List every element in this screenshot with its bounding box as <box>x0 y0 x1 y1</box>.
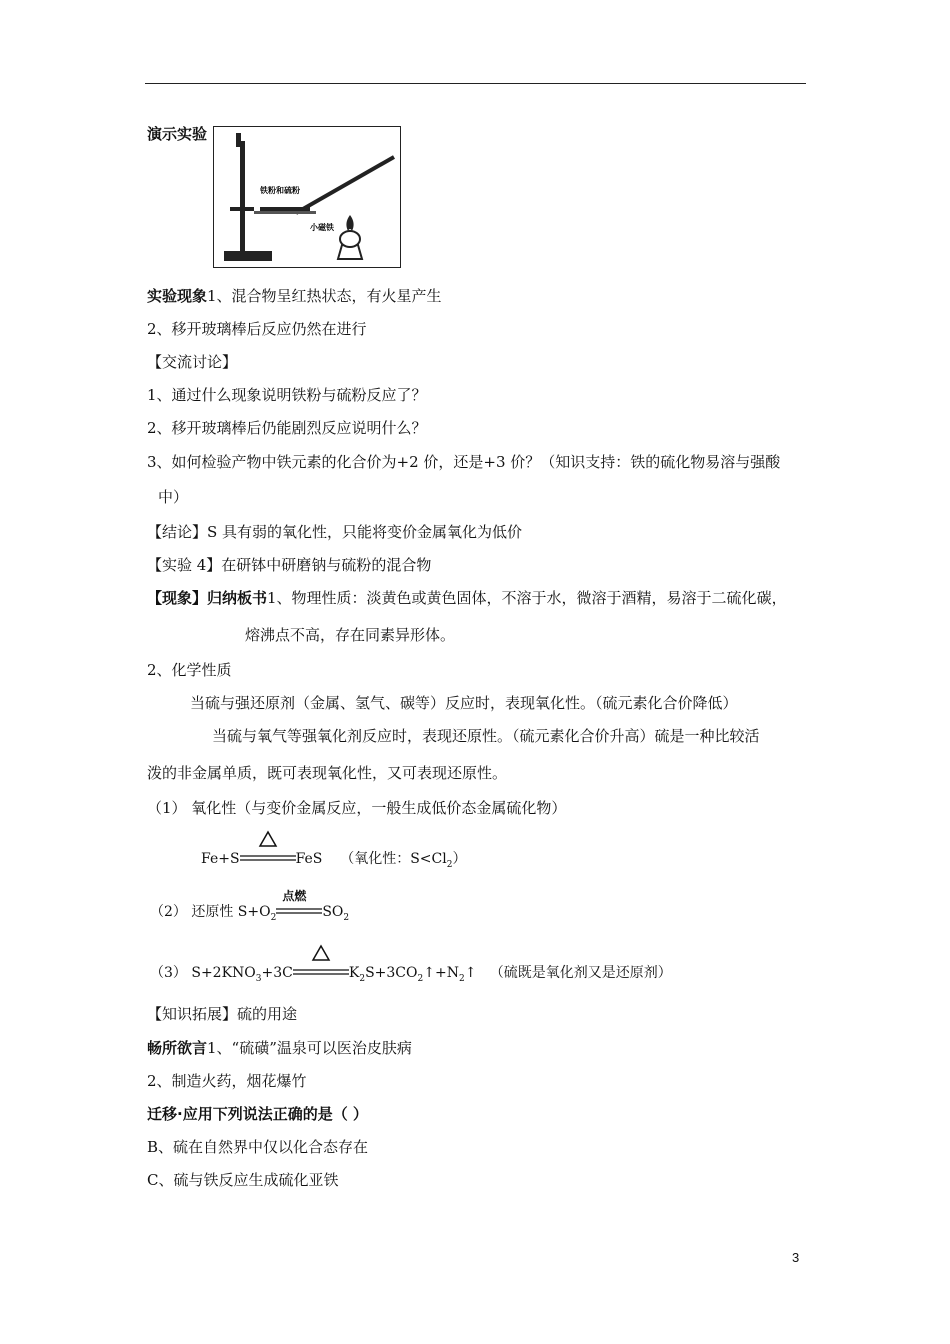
discussion-heading: 【交流讨论】 <box>147 353 238 371</box>
observation-line-1: 实验现象1、混合物呈红热状态，有火星产生 <box>147 287 442 305</box>
oxidizing-text: 当硫与强还原剂（金属、氢气、碳等）反应时，表现氧化性。（硫元素化合价降低） <box>190 694 738 712</box>
header-rule <box>145 83 806 84</box>
oxidizing-heading: （1） 氧化性（与变价金属反应，一般生成低价态金属硫化物） <box>147 799 567 817</box>
option-b: B、硫在自然界中仅以化合态存在 <box>147 1138 369 1156</box>
reducing-text: 当硫与氧气等强氧化剂反应时，表现还原性。（硫元素化合价升高）硫是一种比较活 <box>212 727 760 745</box>
question-3: 3、如何检验产物中铁元素的化合价为+2 价，还是+3 价？（知识支持：铁的硫化物易溶与强酸 <box>147 453 781 471</box>
knowledge-extension: 【知识拓展】硫的用途 <box>147 1005 298 1023</box>
experiment-figure <box>213 126 401 268</box>
page-number: 3 <box>792 1250 800 1265</box>
experiment-4: 【实验 4】在研钵中研磨钠与硫粉的混合物 <box>147 556 432 574</box>
figure-label-bottom: 小磁铁 <box>310 223 334 232</box>
equation-2: （2） 还原性 $S+O_2$ 点燃 $SO_2$ <box>150 889 350 923</box>
question-2: 2、移开玻璃棒后仍能剧烈反应说明什么？ <box>147 419 427 437</box>
equation-3: （3） $S+2KNO_3+3C$ $K_2S+3CO_2↑+N_2↑$ （硫既是氧化剂又是还原剂） <box>150 964 672 988</box>
ignite-arrow: 点燃 <box>282 889 307 903</box>
physical-properties-cont: 熔沸点不高，存在同素异形体。 <box>245 626 456 644</box>
equation-1: Fe+S FeS （氧化性：$S<Cl_2$） <box>201 850 466 874</box>
heat-arrow-3 <box>293 964 349 982</box>
question-3-cont: 中） <box>158 488 189 506</box>
question-1: 1、通过什么现象说明铁粉与硫粉反应了？ <box>147 386 427 404</box>
chemical-properties: 2、化学性质 <box>147 661 232 679</box>
figure-label-top: 铁粉和硫粉 <box>260 186 300 195</box>
conclusion: 【结论】S 具有弱的氧化性，只能将变价金属氧化为低价 <box>147 523 523 541</box>
reducing-text-cont: 泼的非金属单质，既可表现氧化性，又可表现还原性。 <box>147 764 508 782</box>
physical-properties: 【现象】归纳板书1、物理性质：淡黄色或黄色固体，不溶于水，微溶于酒精，易溶于二硫化碳， <box>147 589 787 607</box>
option-c: C、硫与铁反应生成硫化亚铁 <box>147 1171 339 1189</box>
discussion-line-1: 畅所欲言1、“硫磺”温泉可以医治皮肤病 <box>147 1039 412 1057</box>
section-title: 演示实验 <box>147 125 208 143</box>
heat-arrow-1 <box>240 850 296 868</box>
application-question: 迁移·应用下列说法正确的是（ ） <box>147 1105 368 1123</box>
discussion-line-2: 2、制造火药，烟花爆竹 <box>147 1072 307 1090</box>
observation-line-2: 2、移开玻璃棒后反应仍然在进行 <box>147 320 367 338</box>
